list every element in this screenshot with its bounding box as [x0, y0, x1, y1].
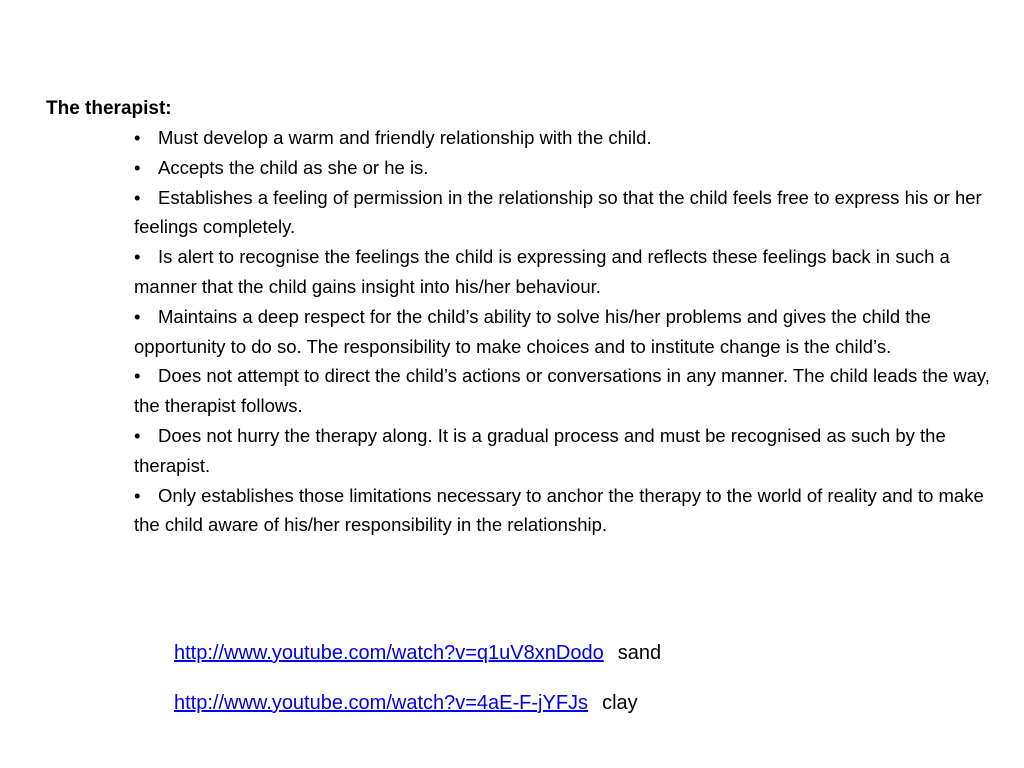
bullet-icon: •	[134, 484, 141, 506]
list-item	[134, 421, 1009, 481]
bullet-text: Must develop a warm and friendly relationship with the child.	[158, 127, 652, 148]
list-item	[134, 153, 1009, 183]
list-item	[134, 361, 1009, 421]
bullet-icon: •	[134, 127, 141, 148]
bullet-list	[134, 123, 1009, 540]
bullet-text: Only establishes those limitations necessary to anchor the therapy to the world of reality and to make the child aware of his/her responsibility in the relationship.	[134, 484, 984, 536]
bullet-text: Is alert to recognise the feelings the child is expressing and reflects these feelings back in such a manner that the child gains insight into his/her behaviour.	[134, 246, 950, 297]
list-item	[134, 183, 1009, 243]
bullet-text: Does not hurry the therapy along. It is a gradual process and must be recognised as such by the therapist.	[134, 424, 946, 476]
bullet-text: Does not attempt to direct the child’s actions or conversations in any manner. The child leads the way, the therapist follows.	[134, 365, 990, 417]
list-item	[134, 123, 1009, 153]
video-link-row	[174, 688, 661, 738]
list-item	[134, 481, 1009, 541]
youtube-link-clay[interactable]: http://www.youtube.com/watch?v=4aE-F-jYFJs	[174, 692, 589, 714]
list-item	[134, 242, 1009, 302]
bullet-icon: •	[134, 424, 141, 446]
bullet-icon: •	[134, 305, 141, 327]
video-link-row	[174, 638, 661, 688]
bullet-icon: •	[134, 246, 141, 268]
bullet-text: Maintains a deep respect for the child’s ability to solve his/her problems and gives the child the opportunity to do so. The responsibility to make choices and to institute change is the child’s.	[134, 305, 931, 357]
section-heading: The therapist:	[46, 98, 172, 119]
link-note: sand	[617, 642, 662, 664]
bullet-icon: •	[134, 365, 141, 387]
bullet-text: Accepts the child as she or he is.	[158, 156, 429, 178]
list-item	[134, 302, 1009, 362]
bullet-icon: •	[134, 186, 141, 208]
bullet-text: Establishes a feeling of permission in the relationship so that the child feels free to express his or her feelings completely.	[134, 186, 982, 238]
bullet-icon: •	[134, 156, 141, 178]
youtube-link-sand[interactable]: http://www.youtube.com/watch?v=q1uV8xnDodo	[174, 642, 604, 664]
link-note: clay	[602, 692, 638, 714]
video-links	[174, 638, 661, 738]
